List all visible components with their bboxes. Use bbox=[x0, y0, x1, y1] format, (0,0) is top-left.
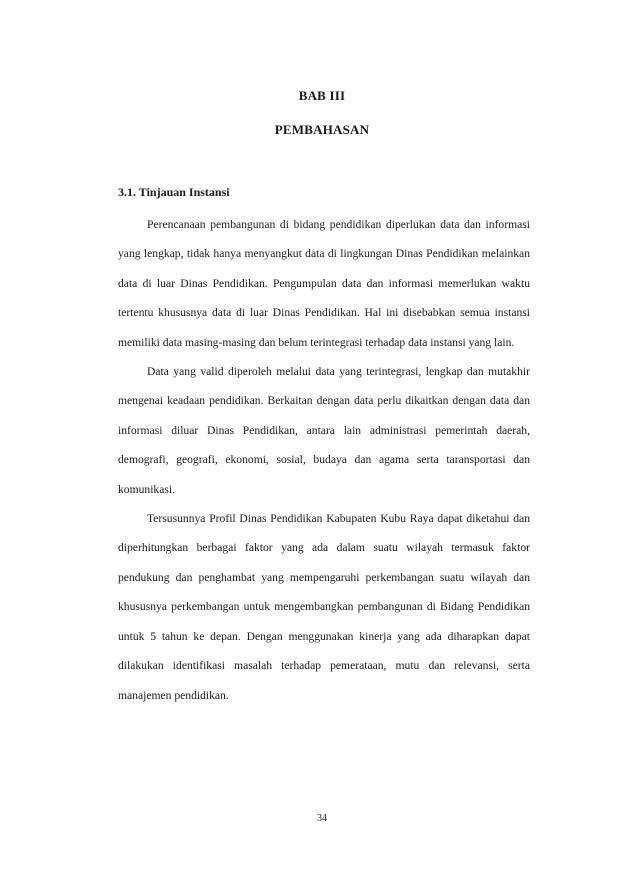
paragraph: Tersusunnya Profil Dinas Pendidikan Kabupaten Kubu Raya dapat diketahui dan diperhitungkan berbagai faktor yang ada dalam suatu wilayah termasuk faktor pendukung dan penghambat yang mempengaruhi perkembangan suatu wilayah dan khususnya perkembangan untuk mengembangkan pembangunan di Bidang Pendidikan untuk 5 tahun ke depan. Dengan menggunakan kinerja yang ada diharapkan dapat dilakukan identifikasi masalah terhadap pemerataan, mutu dan relevansi, serta manajemen pendidikan. bbox=[118, 512, 530, 702]
body-text bbox=[118, 210, 530, 710]
paragraph: Data yang valid diperoleh melalui data yang terintegrasi, lengkap dan mutakhir mengenai keadaan pendidikan. Berkaitan dengan data perlu dikaitkan dengan data dan informasi diluar Dinas Pendidikan, antara lain administrasi pemerintah daerah, demografi, geografi, ekonomi, sosial, budaya dan agama serta taransportasi dan komunikasi. bbox=[118, 365, 530, 496]
page-number: 34 bbox=[317, 813, 327, 824]
chapter-number: BAB III bbox=[298, 88, 346, 103]
paragraph: Perencanaan pembangunan di bidang pendidikan diperlukan data dan informasi yang lengkap, tidak hanya menyangkut data di lingkungan Dinas Pendidikan melainkan data di luar Dinas Pendidikan. Pengumpulan data dan informasi memerlukan waktu tertentu khususnya data di luar Dinas Pendidikan. Hal ini disebabkan semua instansi memiliki data masing-masing dan belum terintegrasi terhadap data instansi yang lain. bbox=[118, 218, 530, 349]
section-heading: 3.1. Tinjauan Instansi bbox=[118, 185, 230, 199]
chapter-title: PEMBAHASAN bbox=[274, 122, 370, 137]
